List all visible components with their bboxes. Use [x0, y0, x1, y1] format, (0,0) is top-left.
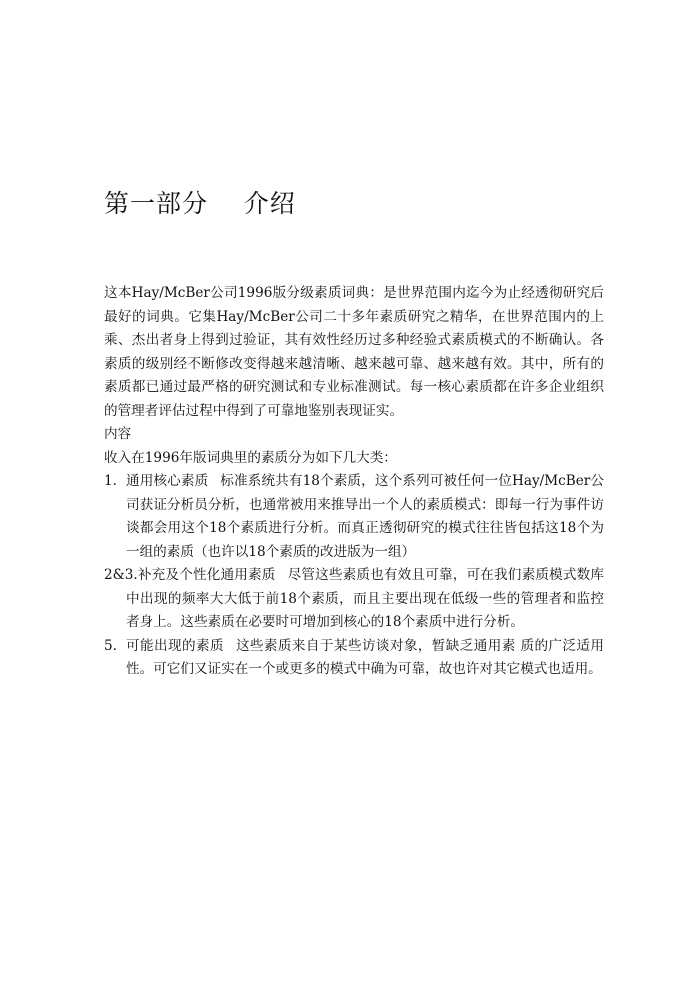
item-text: 尽管这些素质也有效且可靠，可在我们素质模式数库中出现的频率大大低于前18个素质，而且主要出现在低级一些的管理者和监控者身上。这些素质在必要时可增加到核心的18个素质中进行分析。	[126, 567, 604, 630]
item-number: 2&3.	[104, 567, 138, 583]
list-item	[104, 564, 604, 635]
categories-intro: 收入在1996年版词典里的素质分为如下几大类：	[104, 449, 397, 466]
intro-paragraph: 这本Hay/McBer公司1996版分级素质词典：是世界范围内迄今为止经透彻研究后最好的词典。它集Hay/McBer公司二十多年素质研究之精华，在世界范围内的上乘、杰出者身上得到过验证，其有效性经历过多种经验式素质模式的不断确认。各素质的级别经不断修改变得越来越清晰、越来越可靠、越来越有效。其中，所有的素质都已通过最严格的研究测试和专业标准测试。每一核心素质都在许多企业组织的管理者评估过程中得到了可靠地鉴别表现证实。	[104, 285, 604, 419]
item-lead: 可能出现的素质	[126, 637, 224, 654]
item-lead: 通用核心素质	[126, 473, 209, 489]
document-body	[104, 282, 604, 682]
contents-heading: 内容	[104, 426, 132, 442]
item-text: 标准系统共有18个素质，这个系列可被任何一位Hay/McBer公司获证分析员分析，也通常被用来推导出一个人的素质模式：即每一行为事件访谈都会用这个18个素质进行分析。而真正透彻研究的模式往往皆包括这18个为一组的素质（也许以18个素质的改进版为一组）	[126, 473, 604, 560]
item-number: 1.	[104, 473, 117, 489]
page-title: 第一部分 介绍	[104, 189, 296, 218]
item-number: 5.	[104, 637, 117, 654]
list-item	[104, 470, 604, 564]
item-text: 这些素质来自于某些访谈对象，暂缺乏通用素 质的广泛适用性。可它们又证实在一个或更多的模式中确为可靠，故也许对其它模式也适用。	[126, 637, 604, 677]
list-item	[104, 635, 604, 682]
item-lead: 补充及个性化通用素质	[137, 567, 276, 583]
